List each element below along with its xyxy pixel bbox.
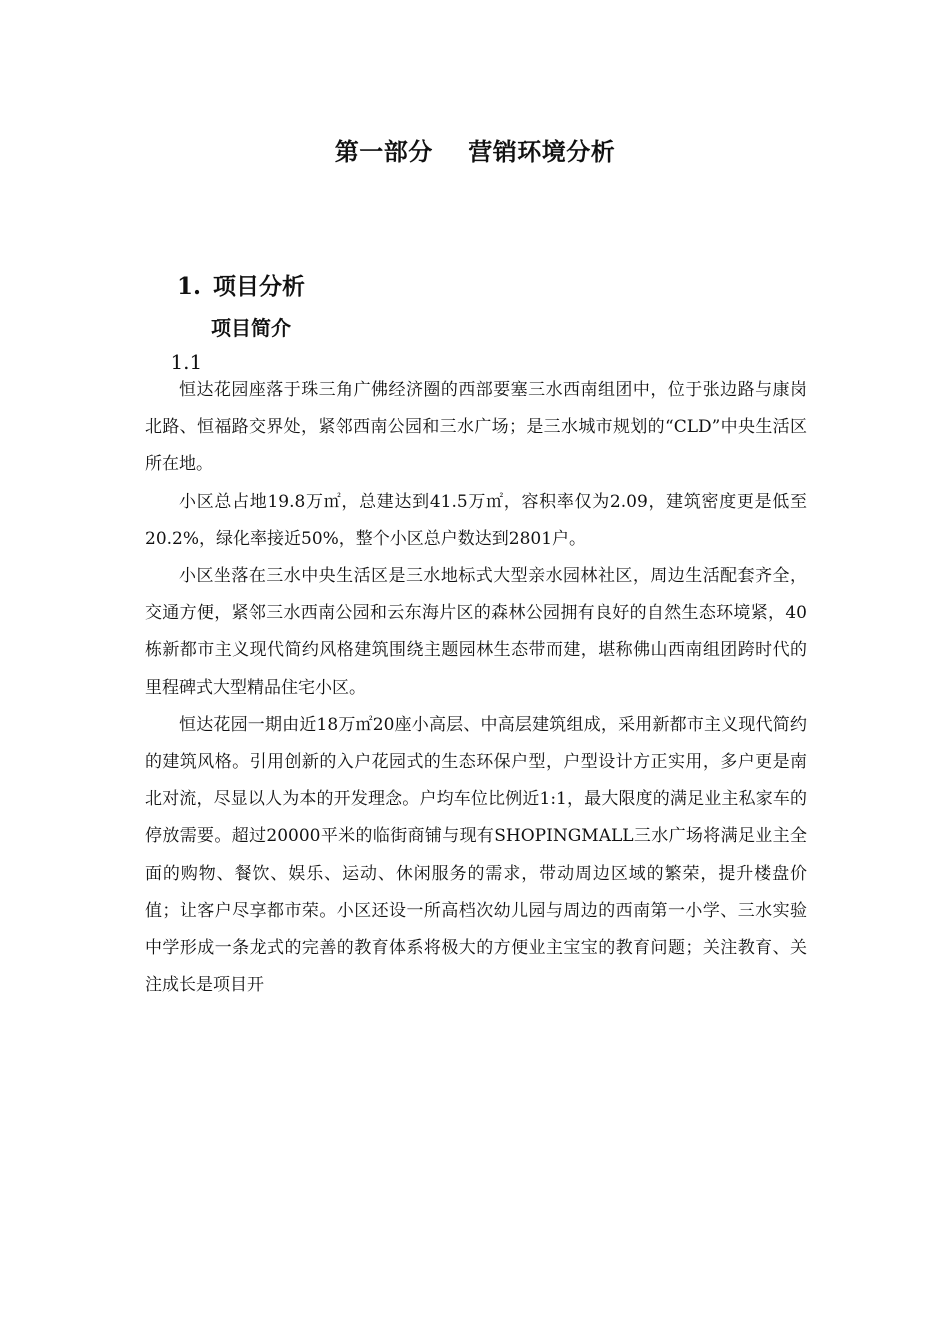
section-title: 项目分析: [213, 274, 306, 300]
document-title: 第一部分 营销环境分析: [334, 138, 616, 166]
paragraph: 恒达花园座落于珠三角广佛经济圈的西部要塞三水西南组团中，位于张边路与康岗北路、恒福路交界处，紧邻西南公园和三水广场；是三水城市规划的“CLD”中央生活区所在地。: [145, 380, 807, 475]
subsection-title: 项目简介: [211, 316, 291, 340]
section-number: 1.: [177, 273, 202, 300]
paragraph: 小区坐落在三水中央生活区是三水地标式大型亲水园林社区，周边生活配套齐全，交通方便，紧邻三水西南公园和云东海片区的森林公园拥有良好的自然生态环境紧，40栋新都市主义现代简约风格建筑围绕主题园林生态带而建，堪称佛山西南组团跨时代的里程碑式大型精品住宅小区。: [145, 566, 807, 698]
paragraph: 恒达花园一期由近18万㎡20座小高层、中高层建筑组成，采用新都市主义现代简约的建筑风格。引用创新的入户花园式的生态环保户型，户型设计方正实用，多户更是南北对流，尽显以人为本的开发理念。户均车位比例近1:1，最大限度的满足业主私家车的停放需要。超过20000平米的临街商铺与现有SHOPINGMALL三水广场将满足业主全面的购物、餐饮、娱乐、运动、休闲服务的需求，带动周边区域的繁荣，提升楼盘价值；让客户尽享都市荣。小区还设一所高档次幼儿园与周边的西南第一小学、三水实验中学形成一条龙式的完善的教育体系将极大的方便业主宝宝的教育问题；关注教育、关注成长是项目开: [145, 714, 807, 996]
paragraph: 小区总占地19.8万㎡，总建达到41.5万㎡，容积率仅为2.09，建筑密度更是低至20.2%，绿化率接近50%，整个小区总户数达到2801户。: [145, 491, 807, 549]
subsection-number: 1.1: [170, 350, 203, 374]
body-text: [145, 372, 807, 1004]
